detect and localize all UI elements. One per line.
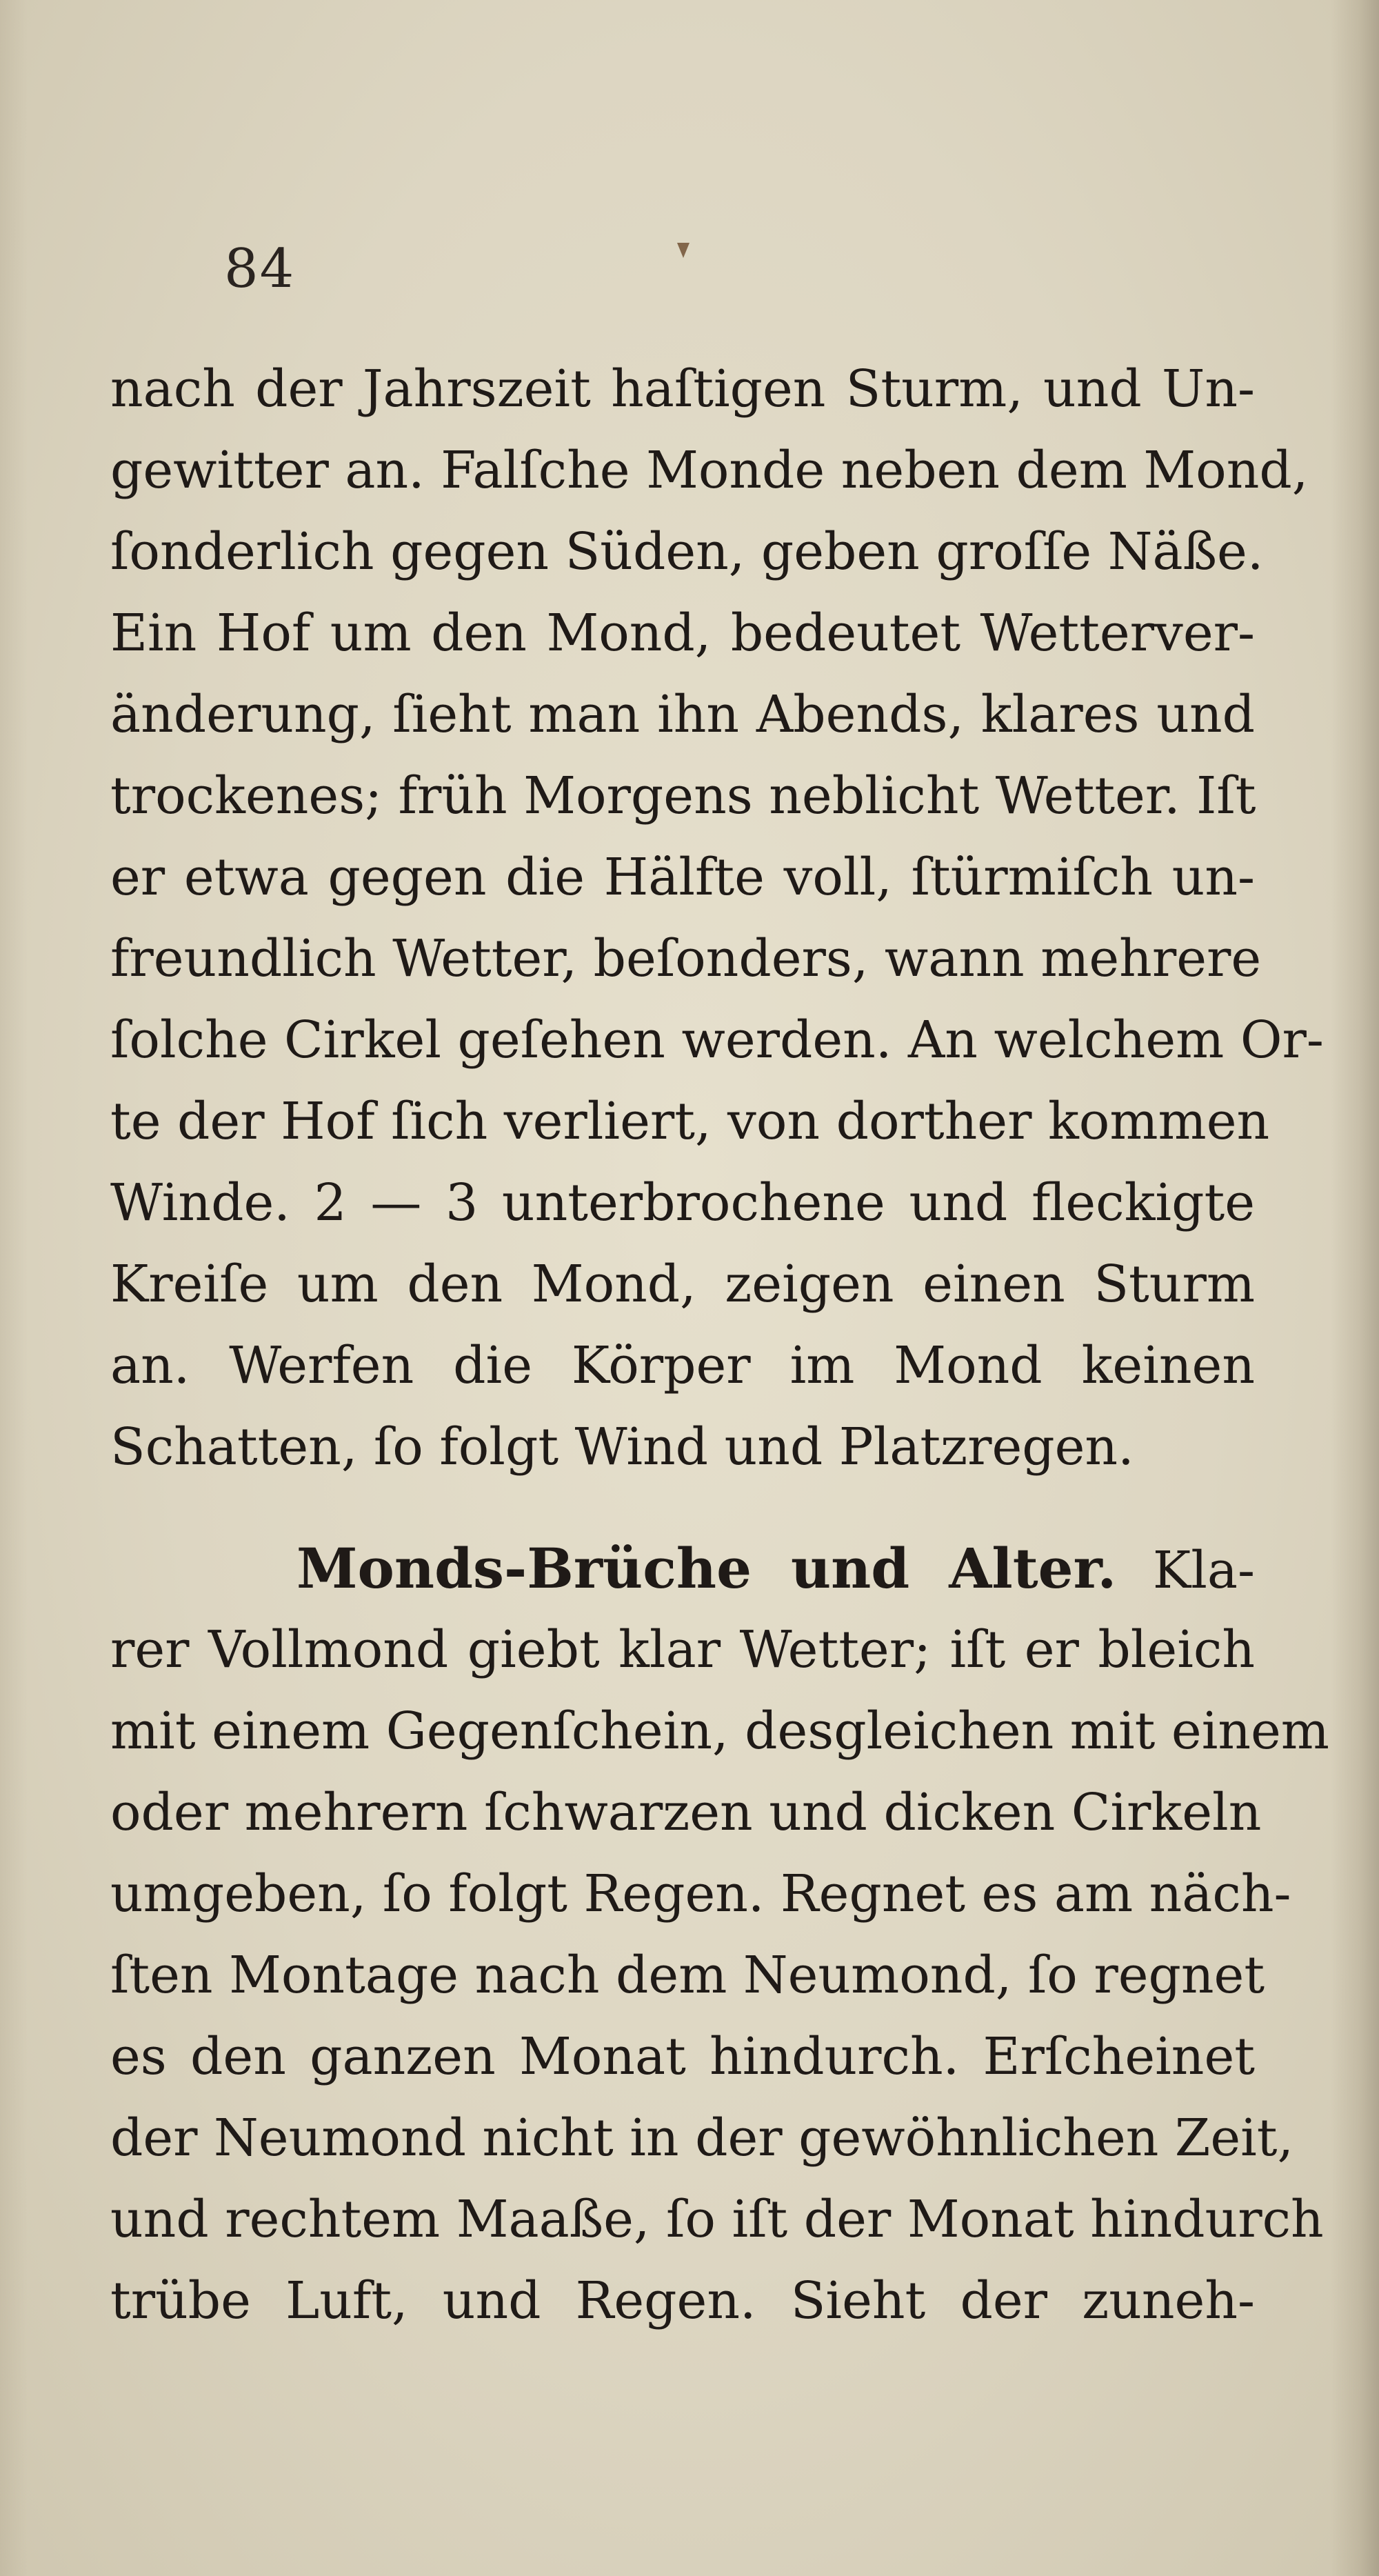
text-line: trockenes; früh Morgens neblicht Wetter. Iſt [110,766,1256,826]
text-line: Schatten, ſo folgt Wind und Platzregen. [110,1417,1134,1477]
text-line: nach der Jahrszeit haſtigen Sturm, und Un- [110,359,1255,419]
page-left-shadow [0,0,28,2576]
page-number: 84 [224,238,296,300]
text-line: te der Hof ſich verliert, von dorther kommen [110,1092,1270,1151]
text-line: rer Vollmond giebt klar Wetter; iſt er bleich [110,1620,1255,1679]
heading-line [110,1528,1255,1609]
text-line: an. Werfen die Körper im Mond keinen [110,1336,1255,1395]
text-line: oder mehrern ſchwarzen und dicken Cirkeln [110,1783,1262,1842]
section-heading: Monds-Brüche und Alter. [296,1536,1117,1601]
text-line: umgeben, ſo folgt Regen. Regnet es am näch- [110,1864,1291,1924]
paragraph-moon-halo [110,348,1324,1488]
text-line: ſonderlich gegen Süden, geben groſſe Näße. [110,522,1264,581]
text-line: Kreiſe um den Mond, zeigen einen Sturm [110,1255,1255,1314]
text-line: mit einem Gegenſchein, desgleichen mit einem [110,1701,1329,1761]
page-right-shadow [1331,0,1379,2576]
text-line: und rechtem Maaße, ſo iſt der Monat hindurch [110,2190,1324,2249]
text-line: gewitter an. Falſche Monde neben dem Mond, [110,441,1309,500]
paragraph-moon-phases [110,1528,1329,2342]
text-line: trübe Luft, und Regen. Sieht der zuneh- [110,2271,1255,2330]
text-line: ſolche Cirkel geſehen werden. An welchem Or- [110,1010,1324,1070]
text-line: Winde. 2 — 3 unterbrochene und fleckigte [110,1173,1255,1232]
text-line: Ein Hof um den Mond, bedeutet Wetterver- [110,603,1255,663]
text-line: änderung, ſieht man ihn Abends, klares und [110,685,1255,744]
text-line: ſten Montage nach dem Neumond, ſo regnet [110,1946,1265,2005]
text-line: es den ganzen Monat hindurch. Erſcheinet [110,2027,1255,2086]
heading-line-rest: Kla- [1152,1541,1255,1600]
ink-mark [677,243,690,258]
text-line: er etwa gegen die Hälfte voll, ſtürmiſch un- [110,848,1255,907]
text-line: der Neumond nicht in der gewöhnlichen Zeit, [110,2108,1294,2168]
text-line: freundlich Wetter, beſonders, wann mehrere [110,929,1262,988]
